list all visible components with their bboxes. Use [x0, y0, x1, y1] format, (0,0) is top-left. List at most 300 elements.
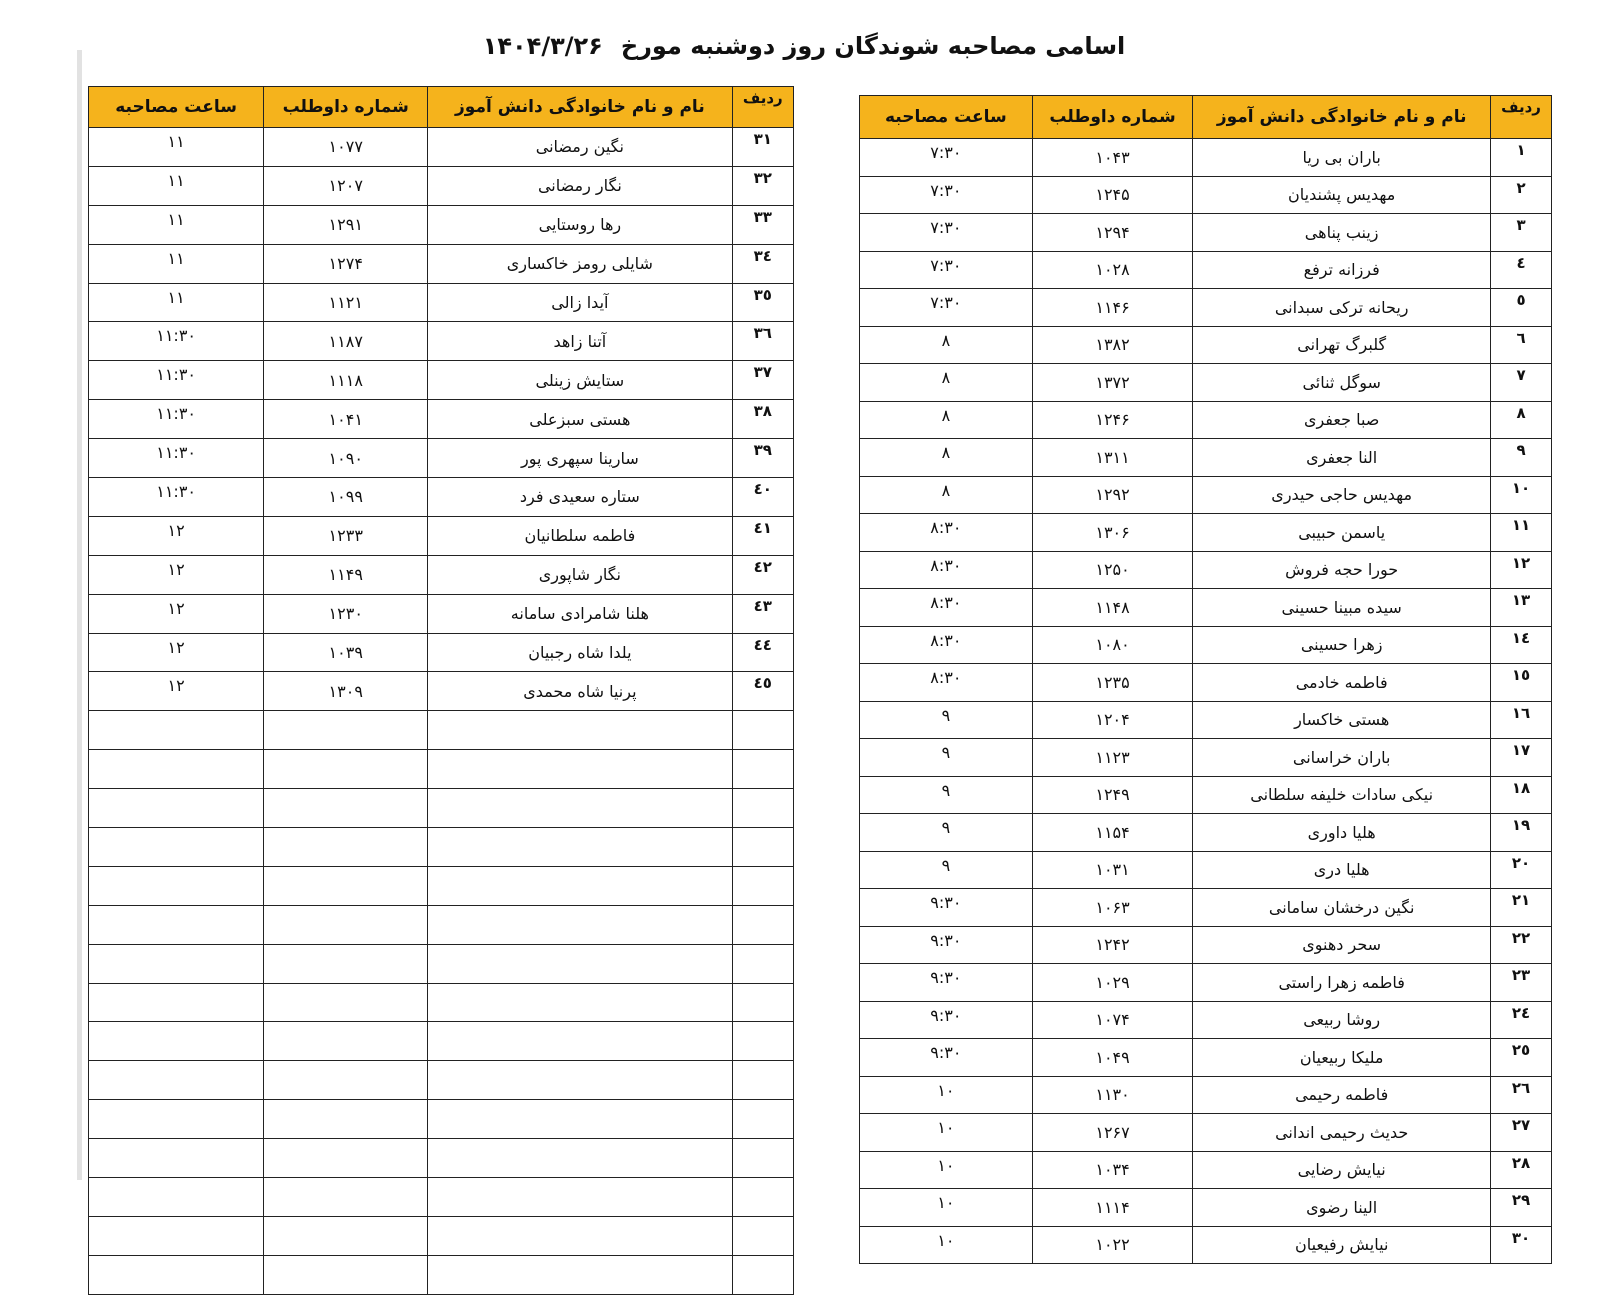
- interview-time-cell: [89, 711, 264, 750]
- applicant-number-cell: ۱۰۴۱: [264, 400, 428, 439]
- interview-time-cell: ۱۱:۳۰: [89, 361, 264, 400]
- student-name-cell: ریحانه ترکی سبدانی: [1193, 289, 1491, 327]
- student-name-cell: نگین درخشان سامانی: [1193, 889, 1491, 927]
- applicant-number-cell: [264, 1139, 428, 1178]
- student-name-cell: فاطمه سلطانیان: [428, 516, 732, 555]
- table-row: [89, 672, 794, 711]
- applicant-number-cell: ۱۲۷۴: [264, 244, 428, 283]
- student-name-cell: نگار رمضانی: [428, 166, 732, 205]
- applicant-number-cell: ۱۲۴۶: [1032, 401, 1193, 439]
- header-applicant-number: شماره داوطلب: [1032, 96, 1193, 139]
- applicant-number-cell: ۱۲۵۰: [1032, 551, 1193, 589]
- row-number-cell: ۱۷: [1491, 739, 1552, 777]
- interview-time-cell: [89, 1255, 264, 1294]
- interview-time-cell: ۱۱: [89, 244, 264, 283]
- table-row: [89, 633, 794, 672]
- interview-time-cell: ۸:۳۰: [860, 626, 1033, 664]
- applicant-number-cell: ۱۲۹۱: [264, 205, 428, 244]
- applicant-number-cell: ۱۰۳۴: [1032, 1151, 1193, 1189]
- student-name-cell: گلبرگ تهرانی: [1193, 326, 1491, 364]
- interview-time-cell: ۱۱:۳۰: [89, 400, 264, 439]
- student-name-cell: [428, 905, 732, 944]
- row-number-cell: ۲۰: [1491, 851, 1552, 889]
- student-name-cell: [428, 1100, 732, 1139]
- row-number-cell: ٤۲: [732, 555, 793, 594]
- student-name-cell: آتنا زاهد: [428, 322, 732, 361]
- interview-time-cell: ۸: [860, 439, 1033, 477]
- table-row: [89, 750, 794, 789]
- header-student-name: نام و نام خانوادگی دانش آموز: [1193, 96, 1491, 139]
- table-row: [89, 1139, 794, 1178]
- row-number-cell: [732, 1216, 793, 1255]
- interview-time-cell: ۸:۳۰: [860, 664, 1033, 702]
- table-row: [89, 439, 794, 478]
- row-number-cell: [732, 1178, 793, 1217]
- student-name-cell: نگین رمضانی: [428, 128, 732, 167]
- interview-time-cell: ۸:۳۰: [860, 514, 1033, 552]
- interview-time-cell: ۷:۳۰: [860, 251, 1033, 289]
- applicant-number-cell: [264, 711, 428, 750]
- interview-time-cell: ۱۱: [89, 166, 264, 205]
- row-number-cell: ۱۸: [1491, 776, 1552, 814]
- row-number-cell: ٤۱: [732, 516, 793, 555]
- row-number-cell: ۲۳: [1491, 964, 1552, 1002]
- page-edge-shadow: [77, 50, 82, 1180]
- student-name-cell: باران بی ریا: [1193, 139, 1491, 177]
- interview-time-cell: ۱۰: [860, 1076, 1033, 1114]
- student-name-cell: [428, 789, 732, 828]
- applicant-number-cell: ۱۰۲۸: [1032, 251, 1193, 289]
- student-name-cell: حورا حجه فروش: [1193, 551, 1491, 589]
- header-row-number: ردیف: [1491, 96, 1552, 139]
- row-number-cell: [732, 789, 793, 828]
- table-row: [860, 139, 1552, 177]
- table-row: [860, 401, 1552, 439]
- table-row: [860, 851, 1552, 889]
- table-row: [89, 983, 794, 1022]
- title-text: اسامی مصاحبه شوندگان روز دوشنبه مورخ: [620, 32, 1126, 60]
- student-name-cell: نیکی سادات خلیفه سلطانی: [1193, 776, 1491, 814]
- table-row: [860, 1114, 1552, 1152]
- row-number-cell: ٤۳: [732, 594, 793, 633]
- interview-time-cell: ۷:۳۰: [860, 176, 1033, 214]
- student-name-cell: [428, 1022, 732, 1061]
- row-number-cell: ٤٥: [732, 672, 793, 711]
- row-number-cell: [732, 1255, 793, 1294]
- student-name-cell: رها روستایی: [428, 205, 732, 244]
- table-row: [89, 166, 794, 205]
- row-number-cell: ۳٥: [732, 283, 793, 322]
- row-number-cell: ۲: [1491, 176, 1552, 214]
- applicant-number-cell: [264, 828, 428, 867]
- interview-time-cell: ۱۰: [860, 1226, 1033, 1264]
- table-row: [89, 1100, 794, 1139]
- student-name-cell: فاطمه زهرا راستی: [1193, 964, 1491, 1002]
- interview-time-cell: ۱۱: [89, 128, 264, 167]
- table-row: [860, 1076, 1552, 1114]
- applicant-number-cell: ۱۲۹۲: [1032, 476, 1193, 514]
- applicant-number-cell: ۱۰۸۰: [1032, 626, 1193, 664]
- table-row: [89, 400, 794, 439]
- row-number-cell: ۸: [1491, 401, 1552, 439]
- table-row: [860, 664, 1552, 702]
- table-row: [860, 776, 1552, 814]
- table-row: [860, 701, 1552, 739]
- student-name-cell: پرنیا شاه محمدی: [428, 672, 732, 711]
- applicant-number-cell: ۱۲۶۷: [1032, 1114, 1193, 1152]
- student-name-cell: زینب پناهی: [1193, 214, 1491, 252]
- student-name-cell: الینا رضوی: [1193, 1189, 1491, 1227]
- table-row: [89, 1061, 794, 1100]
- table-row: [89, 828, 794, 867]
- interview-time-cell: ۸: [860, 401, 1033, 439]
- applicant-number-cell: [264, 944, 428, 983]
- interview-time-cell: [89, 1216, 264, 1255]
- row-number-cell: [732, 905, 793, 944]
- interview-time-cell: [89, 905, 264, 944]
- interview-time-cell: ۱۱:۳۰: [89, 478, 264, 517]
- row-number-cell: ۳٦: [732, 322, 793, 361]
- student-name-cell: [428, 1139, 732, 1178]
- row-number-cell: ۲٦: [1491, 1076, 1552, 1114]
- row-number-cell: ۲٤: [1491, 1001, 1552, 1039]
- student-name-cell: [428, 983, 732, 1022]
- header-applicant-number: شماره داوطلب: [264, 87, 428, 128]
- interview-time-cell: ۱۱:۳۰: [89, 322, 264, 361]
- table-row: [89, 244, 794, 283]
- student-name-cell: سیده مبینا حسینی: [1193, 589, 1491, 627]
- table-row: [89, 361, 794, 400]
- interview-time-cell: ۹:۳۰: [860, 1001, 1033, 1039]
- row-number-cell: [732, 944, 793, 983]
- interview-time-cell: [89, 1178, 264, 1217]
- interview-time-cell: ۹: [860, 814, 1033, 852]
- student-name-cell: سارینا سپهری پور: [428, 439, 732, 478]
- applicant-number-cell: ۱۲۳۵: [1032, 664, 1193, 702]
- table-row: [860, 1226, 1552, 1264]
- row-number-cell: ۱٦: [1491, 701, 1552, 739]
- student-name-cell: [428, 828, 732, 867]
- interview-time-cell: ۸: [860, 364, 1033, 402]
- interview-time-cell: ۹:۳۰: [860, 889, 1033, 927]
- row-number-cell: ۳٤: [732, 244, 793, 283]
- table-row: [860, 364, 1552, 402]
- interview-time-cell: ۱۱:۳۰: [89, 439, 264, 478]
- row-number-cell: ٤٤: [732, 633, 793, 672]
- applicant-number-cell: [264, 983, 428, 1022]
- table-row: [89, 1255, 794, 1294]
- student-name-cell: [428, 711, 732, 750]
- table-row: [860, 251, 1552, 289]
- applicant-number-cell: ۱۰۳۹: [264, 633, 428, 672]
- applicant-number-cell: ۱۲۳۰: [264, 594, 428, 633]
- applicant-number-cell: ۱۱۸۷: [264, 322, 428, 361]
- table-row: [89, 1216, 794, 1255]
- table-row: [860, 926, 1552, 964]
- table-row: [89, 516, 794, 555]
- interview-time-cell: ۸: [860, 326, 1033, 364]
- interview-time-cell: ۹:۳۰: [860, 964, 1033, 1002]
- student-name-cell: [428, 866, 732, 905]
- interview-time-cell: ۹:۳۰: [860, 1039, 1033, 1077]
- interview-time-cell: ۸:۳۰: [860, 551, 1033, 589]
- student-name-cell: سحر دهنوی: [1193, 926, 1491, 964]
- interview-time-cell: ۹: [860, 776, 1033, 814]
- row-number-cell: [732, 711, 793, 750]
- header-interview-time: ساعت مصاحبه: [89, 87, 264, 128]
- interview-time-cell: [89, 944, 264, 983]
- student-name-cell: فاطمه رحیمی: [1193, 1076, 1491, 1114]
- student-name-cell: هلنا شامرادی سامانه: [428, 594, 732, 633]
- student-name-cell: روشا ربیعی: [1193, 1001, 1491, 1039]
- header-interview-time: ساعت مصاحبه: [860, 96, 1033, 139]
- applicant-number-cell: ۱۰۳۱: [1032, 851, 1193, 889]
- interview-time-cell: [89, 1022, 264, 1061]
- applicant-number-cell: ۱۰۹۹: [264, 478, 428, 517]
- table-row: [860, 326, 1552, 364]
- table-row: [860, 214, 1552, 252]
- applicant-number-cell: ۱۳۷۲: [1032, 364, 1193, 402]
- interview-time-cell: ۱۱: [89, 283, 264, 322]
- interview-time-cell: ۸: [860, 476, 1033, 514]
- interview-time-cell: [89, 983, 264, 1022]
- interview-time-cell: ۹:۳۰: [860, 926, 1033, 964]
- applicant-number-cell: ۱۲۰۴: [1032, 701, 1193, 739]
- table-row: [89, 555, 794, 594]
- applicant-number-cell: [264, 1216, 428, 1255]
- applicant-number-cell: [264, 905, 428, 944]
- row-number-cell: ۹: [1491, 439, 1552, 477]
- applicant-number-cell: ۱۰۴۹: [1032, 1039, 1193, 1077]
- table-header-row: [860, 96, 1552, 139]
- student-name-cell: [428, 750, 732, 789]
- table-row: [860, 514, 1552, 552]
- table-row: [89, 322, 794, 361]
- table-row: [89, 205, 794, 244]
- row-number-cell: ۳۷: [732, 361, 793, 400]
- student-name-cell: نیایش رضایی: [1193, 1151, 1491, 1189]
- table-row: [860, 439, 1552, 477]
- row-number-cell: ۱۳: [1491, 589, 1552, 627]
- table-row: [860, 289, 1552, 327]
- applicant-number-cell: ۱۱۴۸: [1032, 589, 1193, 627]
- row-number-cell: ٦: [1491, 326, 1552, 364]
- student-name-cell: سوگل ثنائی: [1193, 364, 1491, 402]
- student-name-cell: نگار شاپوری: [428, 555, 732, 594]
- interview-time-cell: ۱۱: [89, 205, 264, 244]
- student-name-cell: النا جعفری: [1193, 439, 1491, 477]
- interview-time-cell: ۱۲: [89, 633, 264, 672]
- row-number-cell: ۲۱: [1491, 889, 1552, 927]
- applicant-number-cell: ۱۳۰۶: [1032, 514, 1193, 552]
- applicant-number-cell: ۱۳۰۹: [264, 672, 428, 711]
- interview-time-cell: [89, 1100, 264, 1139]
- applicant-number-cell: ۱۱۱۸: [264, 361, 428, 400]
- title-date: ۱۴۰۴/۳/۲۶: [482, 32, 603, 60]
- table-row: [860, 626, 1552, 664]
- interview-table-left: [88, 86, 794, 1295]
- interview-time-cell: ۹: [860, 851, 1033, 889]
- applicant-number-cell: [264, 866, 428, 905]
- table-row: [89, 789, 794, 828]
- student-name-cell: زهرا حسینی: [1193, 626, 1491, 664]
- applicant-number-cell: [264, 1022, 428, 1061]
- student-name-cell: [428, 1255, 732, 1294]
- table-row: [860, 176, 1552, 214]
- row-number-cell: ۱: [1491, 139, 1552, 177]
- row-number-cell: [732, 828, 793, 867]
- applicant-number-cell: [264, 789, 428, 828]
- interview-table-right: [859, 95, 1552, 1264]
- row-number-cell: ۳۲: [732, 166, 793, 205]
- table-row: [89, 128, 794, 167]
- row-number-cell: [732, 1100, 793, 1139]
- table-row: [89, 1022, 794, 1061]
- row-number-cell: ۳۳: [732, 205, 793, 244]
- applicant-number-cell: [264, 1061, 428, 1100]
- row-number-cell: ۱۹: [1491, 814, 1552, 852]
- student-name-cell: هلیا داوری: [1193, 814, 1491, 852]
- applicant-number-cell: ۱۲۴۹: [1032, 776, 1193, 814]
- table-row: [89, 1178, 794, 1217]
- student-name-cell: ستاره سعیدی فرد: [428, 478, 732, 517]
- row-number-cell: ۲۸: [1491, 1151, 1552, 1189]
- row-number-cell: ۲٥: [1491, 1039, 1552, 1077]
- table-row: [89, 711, 794, 750]
- applicant-number-cell: ۱۰۲۲: [1032, 1226, 1193, 1264]
- row-number-cell: ۲۹: [1491, 1189, 1552, 1227]
- applicant-number-cell: ۱۲۳۳: [264, 516, 428, 555]
- interview-time-cell: ۱۰: [860, 1189, 1033, 1227]
- table-row: [860, 1151, 1552, 1189]
- row-number-cell: [732, 1139, 793, 1178]
- row-number-cell: ۱٤: [1491, 626, 1552, 664]
- interview-time-cell: ۷:۳۰: [860, 139, 1033, 177]
- interview-time-cell: [89, 1139, 264, 1178]
- student-name-cell: مهدیس پشندیان: [1193, 176, 1491, 214]
- applicant-number-cell: ۱۰۲۹: [1032, 964, 1193, 1002]
- interview-time-cell: ۱۲: [89, 672, 264, 711]
- applicant-number-cell: ۱۱۲۱: [264, 283, 428, 322]
- student-name-cell: مهدیس حاجی حیدری: [1193, 476, 1491, 514]
- table-row: [89, 866, 794, 905]
- student-name-cell: هستی سبزعلی: [428, 400, 732, 439]
- table-row: [860, 739, 1552, 777]
- table-row: [860, 1189, 1552, 1227]
- table-row: [89, 478, 794, 517]
- interview-time-cell: [89, 1061, 264, 1100]
- row-number-cell: ٤: [1491, 251, 1552, 289]
- table-row: [860, 889, 1552, 927]
- interview-time-cell: ۷:۳۰: [860, 289, 1033, 327]
- student-name-cell: [428, 944, 732, 983]
- applicant-number-cell: [264, 1100, 428, 1139]
- student-name-cell: هلیا دری: [1193, 851, 1491, 889]
- header-student-name: نام و نام خانوادگی دانش آموز: [428, 87, 732, 128]
- interview-time-cell: [89, 866, 264, 905]
- interview-time-cell: ۱۲: [89, 516, 264, 555]
- row-number-cell: ۳۹: [732, 439, 793, 478]
- applicant-number-cell: ۱۳۱۱: [1032, 439, 1193, 477]
- row-number-cell: ۳۸: [732, 400, 793, 439]
- row-number-cell: [732, 750, 793, 789]
- interview-time-cell: [89, 828, 264, 867]
- table-row: [860, 1039, 1552, 1077]
- table-row: [860, 1001, 1552, 1039]
- interview-time-cell: ۱۲: [89, 594, 264, 633]
- interview-time-cell: ۱۰: [860, 1151, 1033, 1189]
- student-name-cell: یلدا شاه رجبیان: [428, 633, 732, 672]
- row-number-cell: [732, 866, 793, 905]
- applicant-number-cell: ۱۱۴۶: [1032, 289, 1193, 327]
- row-number-cell: [732, 1061, 793, 1100]
- applicant-number-cell: ۱۲۹۴: [1032, 214, 1193, 252]
- student-name-cell: فاطمه خادمی: [1193, 664, 1491, 702]
- student-name-cell: شایلی رومز خاکساری: [428, 244, 732, 283]
- applicant-number-cell: [264, 1255, 428, 1294]
- row-number-cell: ۱۱: [1491, 514, 1552, 552]
- header-row-number: ردیف: [732, 87, 793, 128]
- applicant-number-cell: ۱۲۴۵: [1032, 176, 1193, 214]
- student-name-cell: [428, 1178, 732, 1217]
- table-row: [860, 964, 1552, 1002]
- applicant-number-cell: ۱۱۲۳: [1032, 739, 1193, 777]
- student-name-cell: نیایش رفیعیان: [1193, 1226, 1491, 1264]
- student-name-cell: ملیکا ربیعیان: [1193, 1039, 1491, 1077]
- student-name-cell: هستی خاکسار: [1193, 701, 1491, 739]
- interview-time-cell: ۹: [860, 701, 1033, 739]
- applicant-number-cell: ۱۰۴۳: [1032, 139, 1193, 177]
- table-row: [89, 283, 794, 322]
- applicant-number-cell: ۱۰۷۷: [264, 128, 428, 167]
- table-header-row: [89, 87, 794, 128]
- applicant-number-cell: ۱۱۱۴: [1032, 1189, 1193, 1227]
- row-number-cell: [732, 1022, 793, 1061]
- applicant-number-cell: ۱۱۵۴: [1032, 814, 1193, 852]
- table-row: [89, 905, 794, 944]
- row-number-cell: ٤۰: [732, 478, 793, 517]
- table-row: [860, 814, 1552, 852]
- student-name-cell: صبا جعفری: [1193, 401, 1491, 439]
- interview-time-cell: ۹: [860, 739, 1033, 777]
- page-title: [0, 26, 1608, 66]
- table-row: [860, 551, 1552, 589]
- row-number-cell: ۷: [1491, 364, 1552, 402]
- row-number-cell: ٥: [1491, 289, 1552, 327]
- applicant-number-cell: [264, 750, 428, 789]
- row-number-cell: ۲۲: [1491, 926, 1552, 964]
- applicant-number-cell: ۱۰۶۳: [1032, 889, 1193, 927]
- row-number-cell: [732, 983, 793, 1022]
- student-name-cell: حدیث رحیمی اندانی: [1193, 1114, 1491, 1152]
- row-number-cell: ۳: [1491, 214, 1552, 252]
- student-name-cell: [428, 1216, 732, 1255]
- interview-time-cell: ۸:۳۰: [860, 589, 1033, 627]
- student-name-cell: آیدا زالی: [428, 283, 732, 322]
- row-number-cell: ۱۰: [1491, 476, 1552, 514]
- row-number-cell: ۱۲: [1491, 551, 1552, 589]
- interview-time-cell: [89, 789, 264, 828]
- applicant-number-cell: ۱۳۸۲: [1032, 326, 1193, 364]
- applicant-number-cell: ۱۱۴۹: [264, 555, 428, 594]
- applicant-number-cell: [264, 1178, 428, 1217]
- interview-time-cell: ۱۰: [860, 1114, 1033, 1152]
- applicant-number-cell: ۱۱۳۰: [1032, 1076, 1193, 1114]
- interview-time-cell: ۱۲: [89, 555, 264, 594]
- applicant-number-cell: ۱۰۹۰: [264, 439, 428, 478]
- table-row: [860, 589, 1552, 627]
- applicant-number-cell: ۱۰۷۴: [1032, 1001, 1193, 1039]
